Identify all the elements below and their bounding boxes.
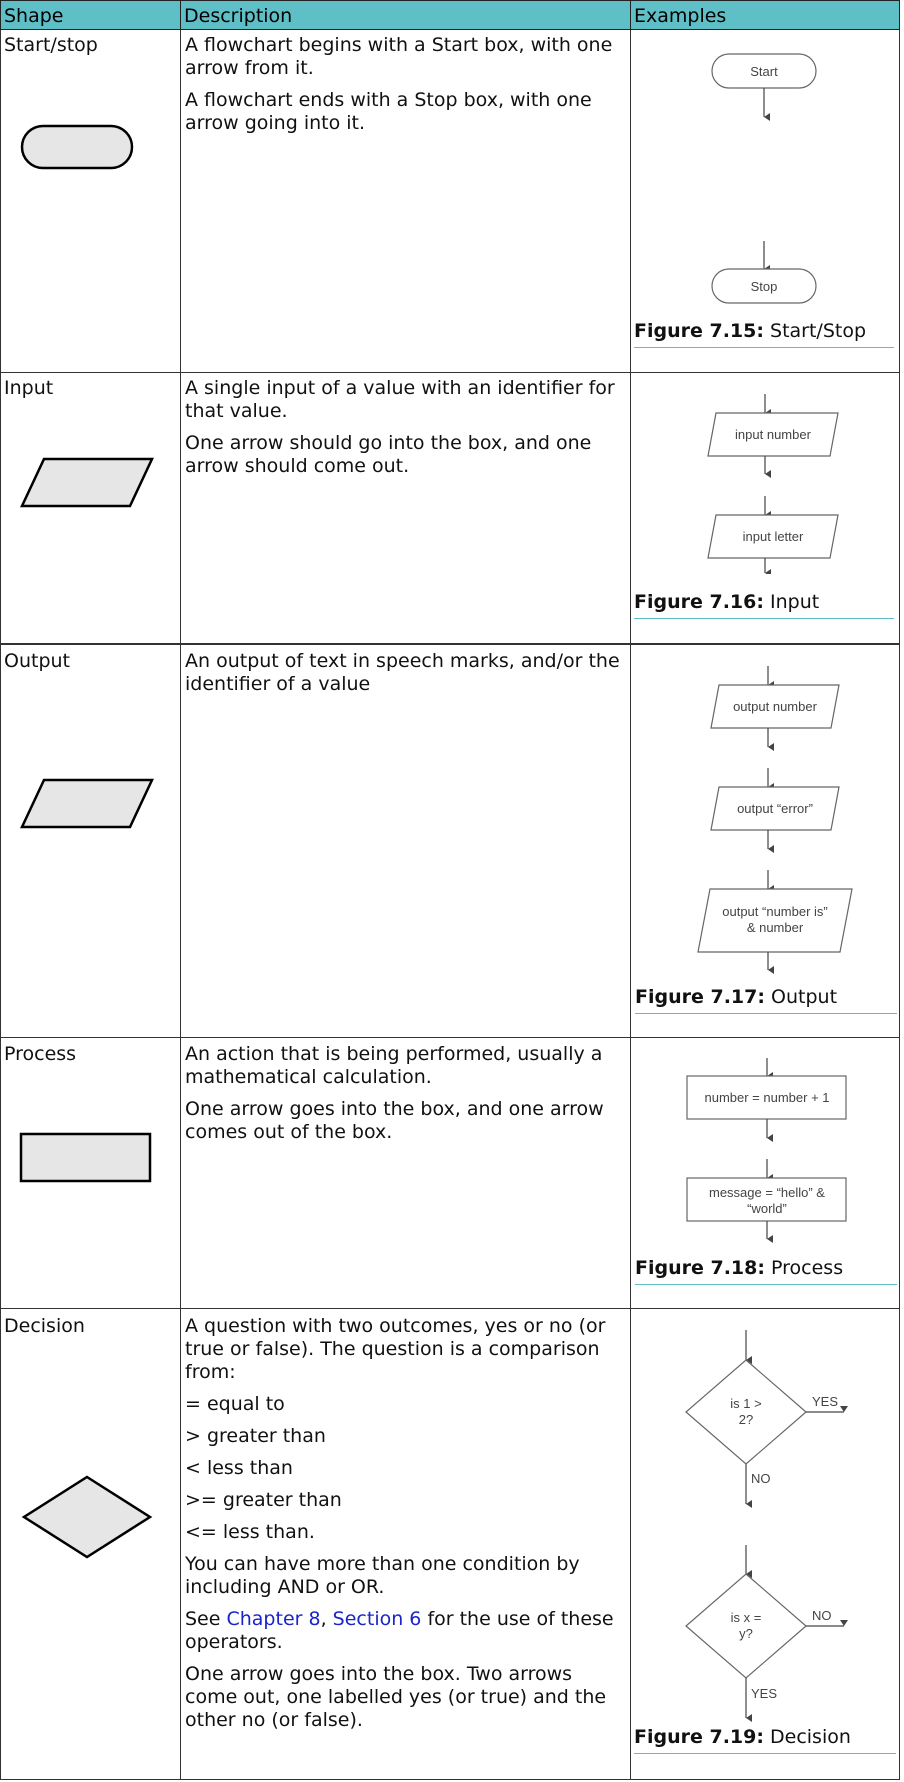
description-paragraph: One arrow goes into the box. Two arrows come out, one labelled yes (or true) and the other no (or false). — [185, 1663, 607, 1731]
flow-label: Start — [750, 64, 778, 79]
figure-title: Decision — [770, 1726, 851, 1748]
flow-label: YES — [812, 1394, 839, 1409]
shape-name: Decision — [4, 1315, 85, 1337]
shape-name: Start/stop — [4, 34, 98, 56]
figure-title: Input — [770, 591, 820, 613]
figure-number: Figure 7.15: — [634, 320, 764, 342]
flow-label: output number — [733, 699, 817, 714]
description — [185, 1315, 625, 1741]
grid-line — [0, 1779, 900, 1780]
shape-name: Output — [4, 650, 70, 672]
flow-label: input letter — [742, 529, 804, 544]
grid-line — [0, 1037, 900, 1038]
grid-line — [180, 30, 181, 1780]
process-rectangle-symbol — [18, 1131, 156, 1185]
header-examples: Examples — [630, 0, 900, 30]
grid-line — [630, 30, 631, 1780]
output-parallelogram-symbol — [18, 777, 158, 831]
description — [185, 1043, 625, 1153]
figure-caption — [634, 320, 866, 342]
figure-caption — [635, 1257, 843, 1279]
description-paragraph: <= less than. — [185, 1521, 315, 1543]
flow-label: is 1 > — [730, 1396, 762, 1411]
description-paragraph: = equal to — [185, 1393, 285, 1415]
description-paragraph: An action that is being performed, usually a mathematical calculation. — [185, 1043, 603, 1088]
flow-label: output “number is” — [722, 904, 828, 919]
description-paragraph: A flowchart begins with a Start box, with one arrow from it. — [185, 34, 613, 79]
caption-rule — [635, 1013, 897, 1014]
figure-number: Figure 7.17: — [635, 986, 765, 1008]
shape-name: Input — [4, 377, 54, 399]
flow-label: y? — [739, 1626, 753, 1641]
figure-output — [632, 648, 898, 978]
figure-number: Figure 7.19: — [634, 1726, 764, 1748]
shape-name: Process — [4, 1043, 77, 1065]
figure-title: Process — [771, 1257, 844, 1279]
flow-label: NO — [751, 1471, 771, 1486]
figure-title: Start/Stop — [770, 320, 867, 342]
grid-line — [0, 372, 900, 373]
figure-caption — [634, 591, 819, 613]
description-paragraph: A question with two outcomes, yes or no (or true or false). The question is a comparison from: — [185, 1315, 606, 1383]
flow-label: “world” — [747, 1201, 787, 1216]
terminator-symbol — [20, 124, 136, 172]
flow-label: number = number + 1 — [704, 1090, 830, 1105]
flow-label: message = “hello” & — [709, 1185, 825, 1200]
see-reference: See Chapter 8, Section 6 for the use of these operators. — [185, 1608, 614, 1653]
flow-label: & number — [746, 920, 804, 935]
header-shape: Shape — [0, 0, 181, 30]
caption-rule — [635, 1284, 897, 1285]
caption-rule — [634, 1753, 896, 1754]
figure-number: Figure 7.16: — [634, 591, 764, 613]
caption-rule — [634, 618, 894, 619]
description-paragraph: You can have more than one condition by including AND or OR. — [185, 1553, 580, 1598]
flow-label: NO — [812, 1608, 832, 1623]
flow-label: Stop — [750, 279, 778, 294]
flow-label: 2? — [738, 1412, 754, 1427]
figure-title: Output — [771, 986, 838, 1008]
description-paragraph: A flowchart ends with a Stop box, with one arrow going into it. — [185, 89, 592, 134]
flow-label: is x = — [730, 1610, 762, 1625]
figure-process — [632, 1040, 898, 1245]
input-parallelogram-symbol — [18, 456, 158, 510]
description — [185, 34, 625, 144]
grid-line — [0, 643, 900, 645]
figure-caption — [635, 986, 837, 1008]
figure-decision — [632, 1310, 898, 1750]
description-paragraph: A single input of a value with an identifier for that value. — [185, 377, 615, 422]
figure-input — [632, 374, 898, 574]
flow-label: YES — [751, 1686, 778, 1701]
decision-diamond-symbol — [20, 1474, 154, 1560]
chapter-8-link[interactable]: Chapter 8 — [226, 1608, 321, 1630]
figure-number: Figure 7.18: — [635, 1257, 765, 1279]
figure-caption — [634, 1726, 851, 1748]
description-paragraph: An output of text in speech marks, and/or the identifier of a value — [185, 650, 620, 695]
description-paragraph: < less than — [185, 1457, 293, 1479]
grid-line — [0, 30, 1, 1780]
flow-label: input number — [735, 427, 811, 442]
description-paragraph: One arrow goes into the box, and one arrow comes out of the box. — [185, 1098, 604, 1143]
description — [185, 377, 625, 487]
grid-line — [899, 30, 900, 1780]
description — [185, 650, 625, 705]
header-description: Description — [180, 0, 631, 30]
caption-rule — [634, 347, 894, 348]
description-paragraph: >= greater than — [185, 1489, 342, 1511]
flow-label: output “error” — [737, 801, 813, 816]
grid-line — [0, 1308, 900, 1309]
section-6-link[interactable]: Section 6 — [332, 1608, 422, 1630]
figure-start-stop — [632, 31, 898, 331]
description-paragraph: One arrow should go into the box, and one arrow should come out. — [185, 432, 592, 477]
description-paragraph: > greater than — [185, 1425, 326, 1447]
